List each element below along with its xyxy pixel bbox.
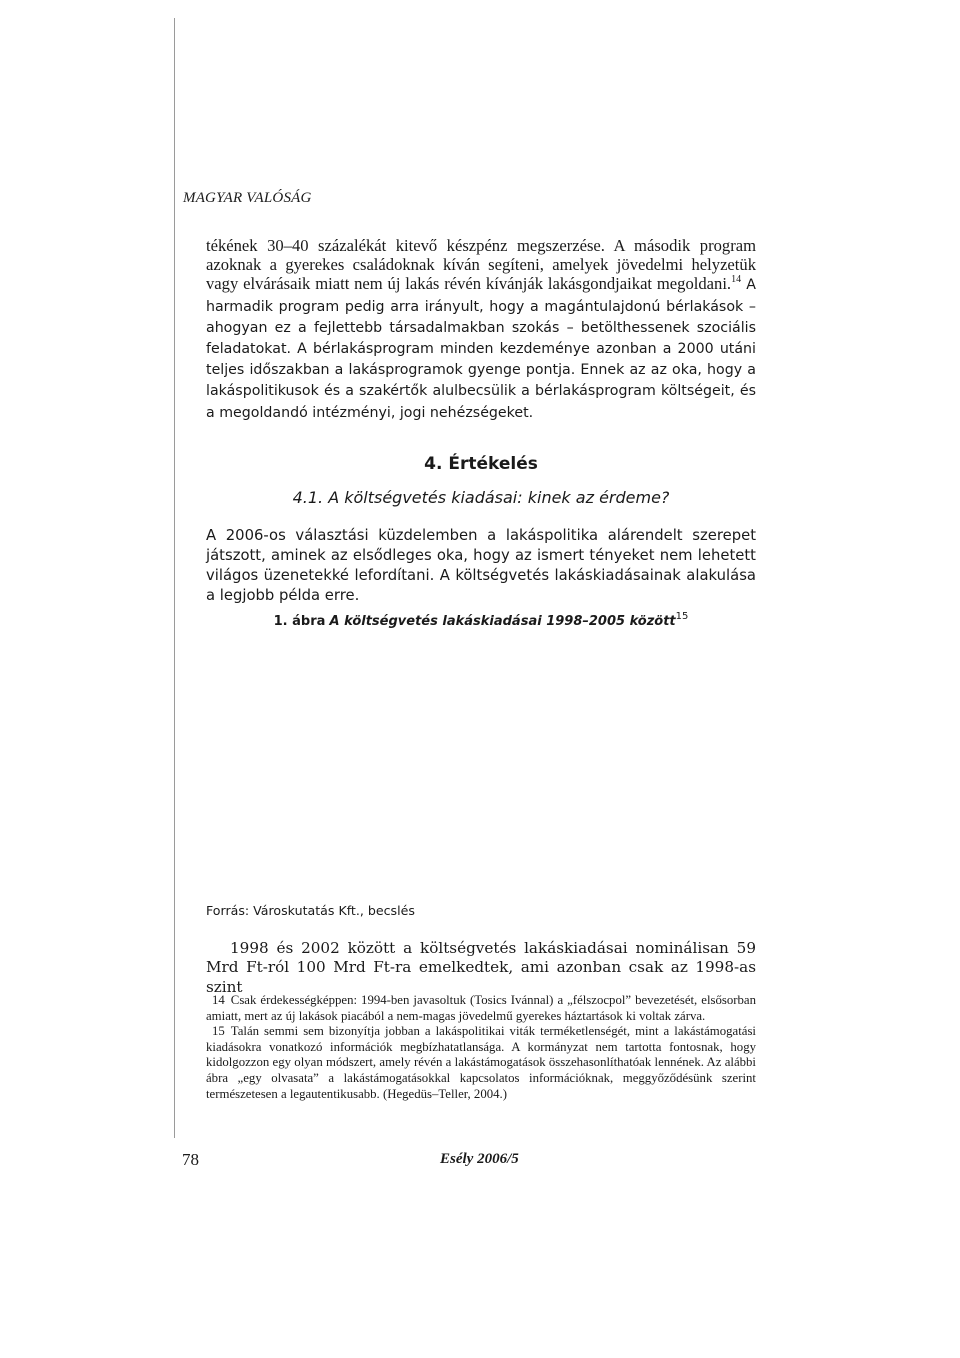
running-head: MAGYAR VALÓSÁG: [183, 190, 312, 206]
paragraph-1-sans: A harmadik program pedig arra irányult, hogy a magántulajdonú bérlakások – ahogyan ez a fejlettebb társadalmakban szokás – betölthessenek szociális feladatokat. A bérlakásprogram minden kezdeménye azonban a 2000 utáni teljes időszakban a lakásprogramok gyenge pontja. Ennek az az oka, hogy a lakáspolitikusok és a szakértők alulbecsülik a bérlakásprogram költségeit, és a megoldandó intézményi, jogi nehézségeket.: [206, 277, 756, 421]
figure-source: Forrás: Városkutatás Kft., becslés: [206, 903, 415, 918]
figure-title: A költségvetés lakáskiadásai 1998–2005 között: [329, 614, 676, 629]
paragraph-3: 1998 és 2002 között a költségvetés lakáskiadásai nominálisan 59 Mrd Ft-ról 100 Mrd Ft-ra emelkedtek, ami azonban csak az 1998-as szint: [206, 939, 756, 996]
subsection-heading: 4.1. A költségvetés kiadásai: kinek az érdeme?: [292, 488, 670, 507]
margin-rule: [174, 18, 175, 1138]
section-heading: 4. Értékelés: [424, 454, 538, 474]
footnote-15-text: Talán semmi sem bizonyítja jobban a lakáspolitikai viták terméketlenségét, mint a lakástámogatási kiadásokra vonatkozó információk megbízhatatlansága. A kormányzat nem tartotta fontosnak, hogy kidolgozzon egy olyan módszert, amely révén a lakástámogatások összehasonlíthatóak lennének. Az alábbi ábra „egy olvasata” a lakástámogatásokkal kapcsolatos információknak, meggyőződésünk szerint természetesen a legautentikusabb. (Hegedüs–Teller, 2004.): [206, 1024, 756, 1101]
footnote-15: [206, 1024, 756, 1102]
footnote-ref-14: 14: [731, 273, 742, 285]
footnote-14: [206, 993, 756, 1024]
figure-label: 1. ábra: [273, 614, 326, 629]
footnote-14-text: Csak érdekességképpen: 1994-ben javasoltuk (Tosics Ivánnal) a „félszocpol” bevezetését, elsősorban amiatt, mert az új lakások piacából a nem-magas jövedelmű gyerekes háztartások ki voltak zárva.: [206, 993, 756, 1023]
journal-name: Esély 2006/5: [440, 1151, 519, 1167]
paragraph-2: A 2006-os választási küzdelemben a lakáspolitika alárendelt szerepet játszott, aminek az elsődleges oka, hogy az ismert tényeket nem lehetett világos üzenetekké lefordítani. A költségvetés lakáskiadásainak alakulása a legjobb példa erre.: [206, 527, 756, 604]
footnote-14-number: 14: [212, 993, 225, 1007]
footnote-15-number: 15: [212, 1024, 225, 1039]
footnotes: [206, 993, 756, 1102]
footnote-ref-15: 15: [675, 610, 689, 622]
paragraph-2-wrap: [206, 526, 756, 606]
paragraph-1: [206, 236, 756, 423]
paragraph-1-serif: tékének 30–40 százalékát kitevő készpénz megszerzése. A második program azoknak a gyerekes családoknak kíván segíteni, amelyek jövedelmi helyzetük vagy elvárásaik miatt nem új lakás révén kívánják lakásgondjaikat megoldani.: [206, 236, 756, 294]
page-number: 78: [182, 1150, 199, 1169]
figure-caption: [206, 610, 756, 629]
